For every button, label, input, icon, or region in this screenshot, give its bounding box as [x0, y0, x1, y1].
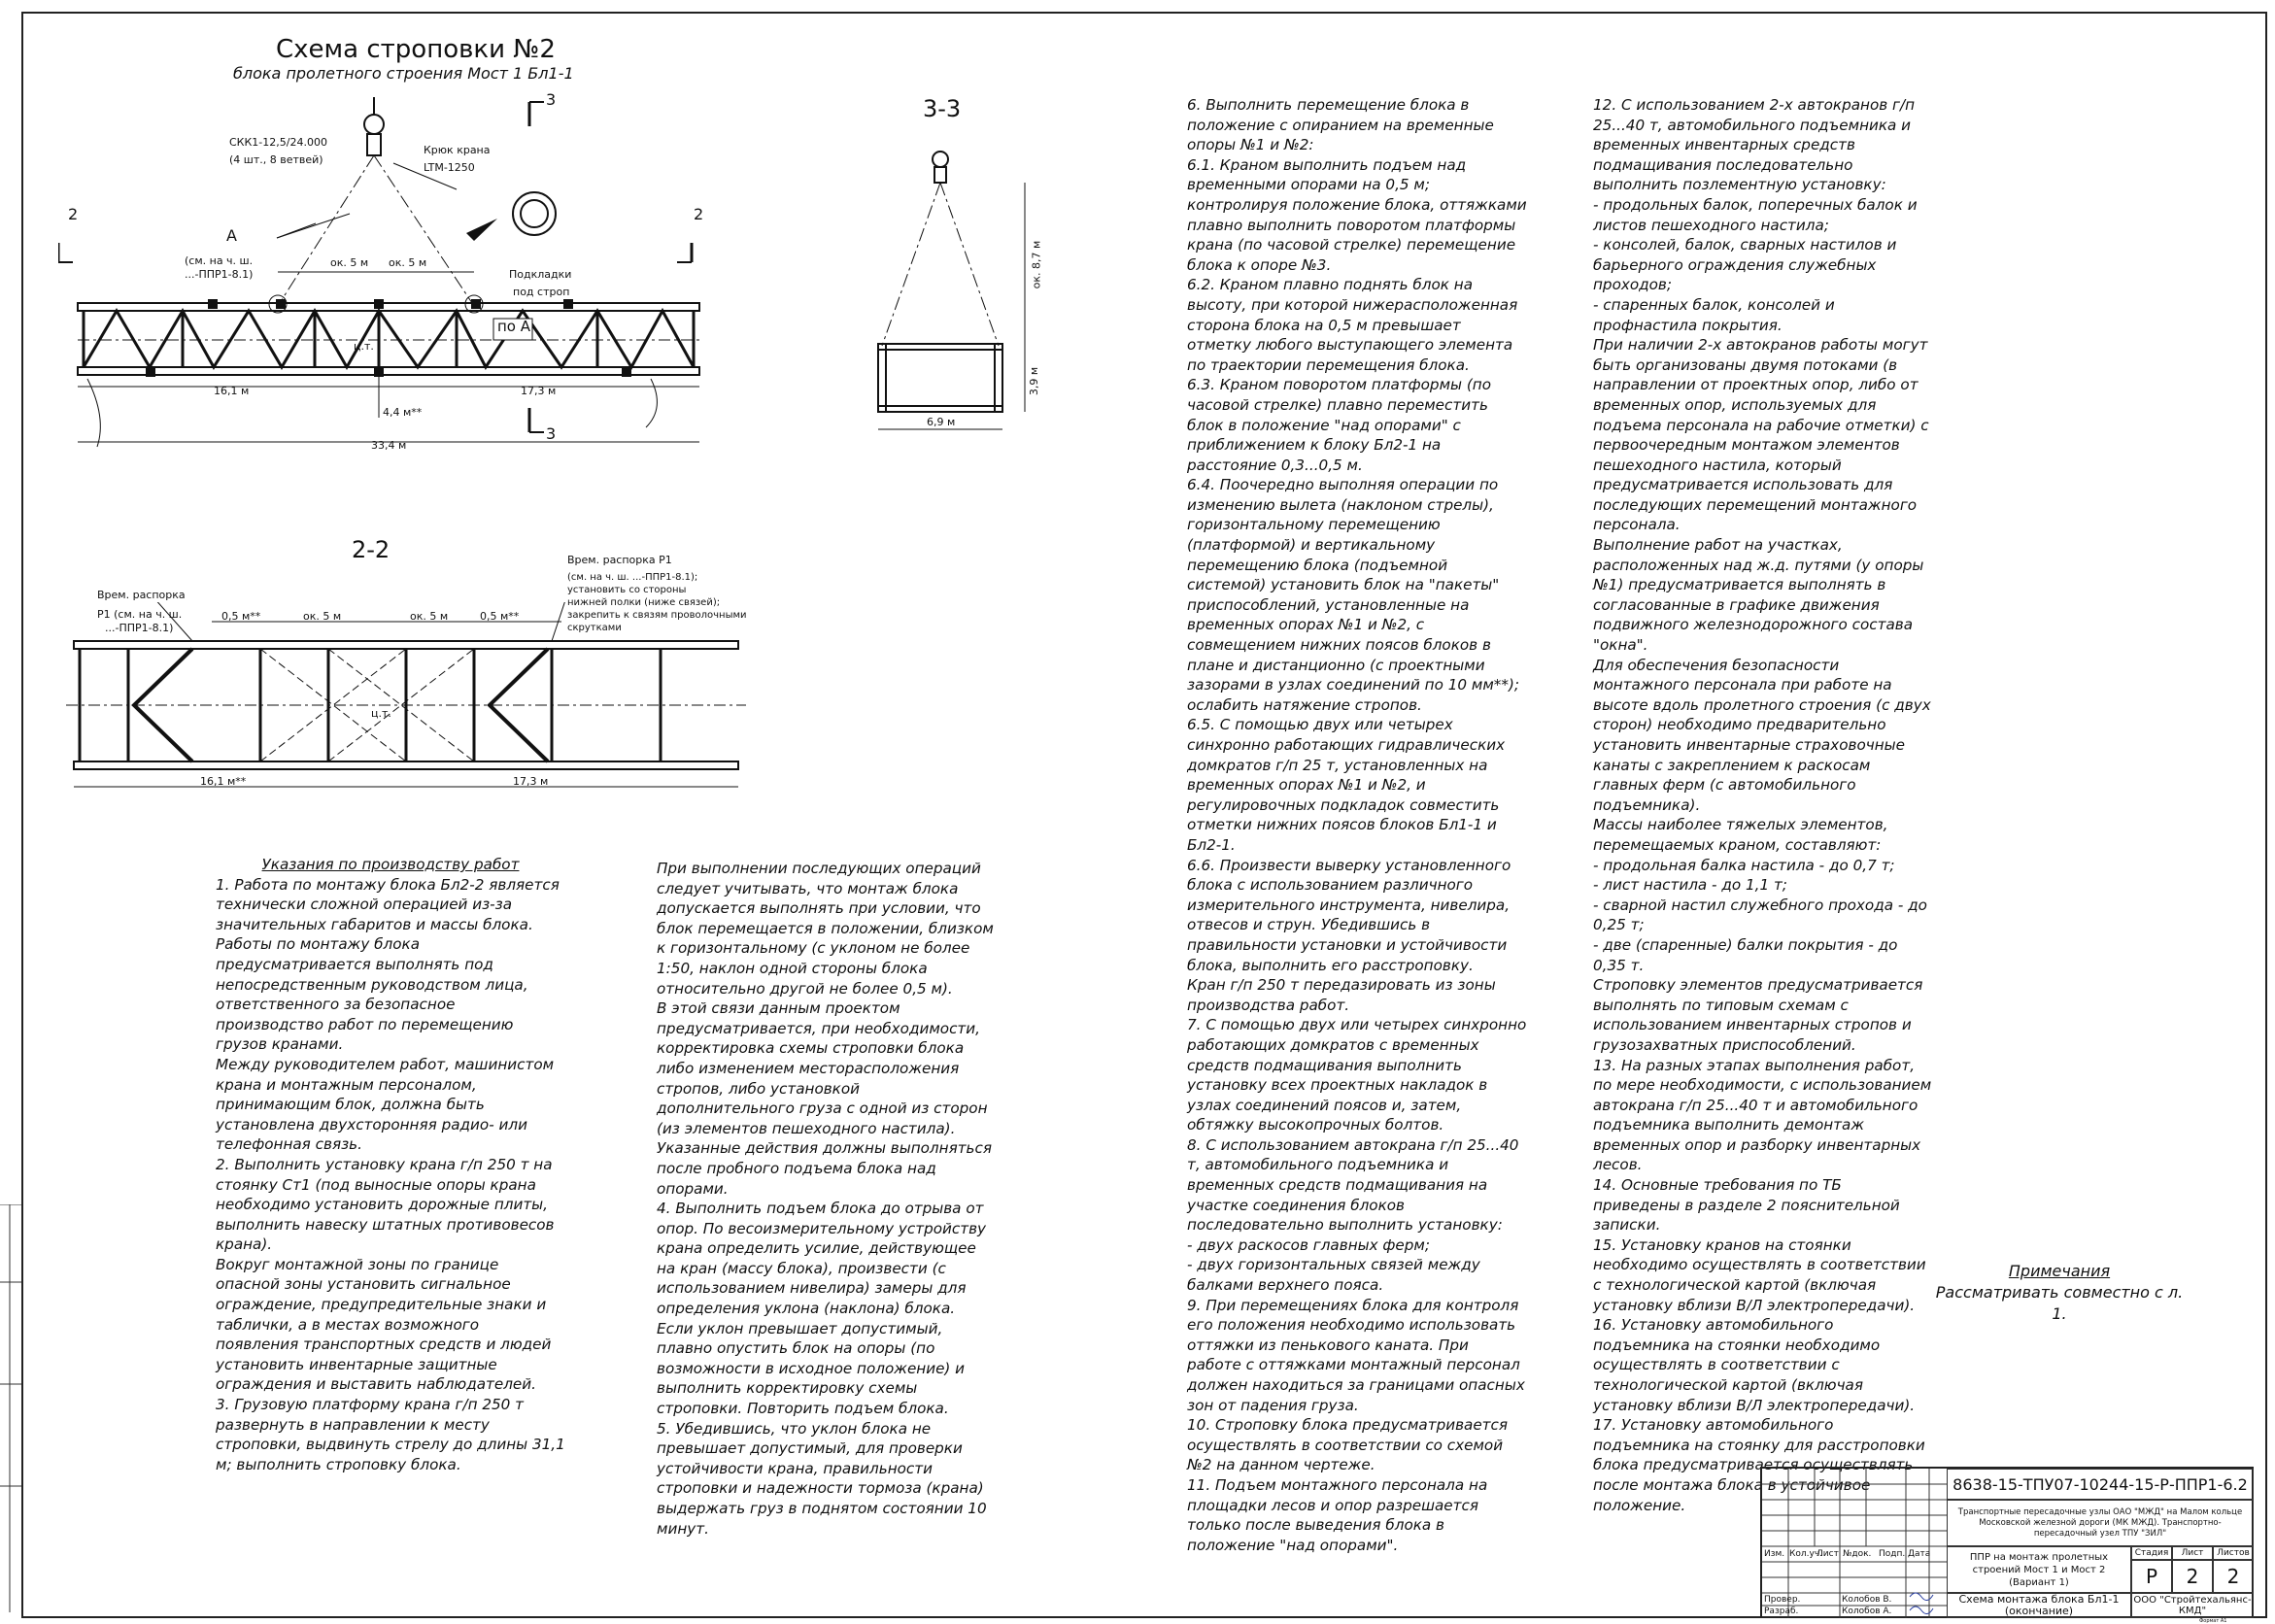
- stamp-stage: Р: [2131, 1560, 2172, 1593]
- hook-model-label: LTM-1250: [424, 161, 475, 174]
- plan-cm-label: ц.т.: [371, 707, 391, 720]
- dim-16-1: 16,1 м: [214, 385, 250, 397]
- instruction-paragraph: Строповку элементов предусматривается выполнять по типовым схемам с использованием инвентарных стропов и грузозахватных приспособлений.: [1593, 976, 1923, 1054]
- title-block: [1760, 1467, 2254, 1618]
- cut3-bottom: 3: [546, 424, 557, 443]
- instruction-paragraph: - лист настила - до 1,1 т;: [1593, 876, 1787, 895]
- instruction-paragraph: При наличии 2-х автокранов работы могут быть организованы двумя потоками (в направлении от проектных опор, либо от временных опор, используемых для подъема персонала на рабочие отметки) с первоочередным монтажом элементов пешеходного настила, который предусматривается использовать для последующих перемещений монтажного персонала.: [1593, 336, 1929, 534]
- cm-label: ц.т.: [354, 340, 374, 353]
- dim-17-3: 17,3 м: [521, 385, 557, 397]
- node-a-ref2-label: ...-ППР1-8.1): [185, 268, 254, 281]
- dim-33-4: 33,4 м: [371, 439, 407, 452]
- instructions-col-2: [657, 859, 997, 1539]
- temp-brace-r1-l2: (см. на ч. ш. ...-ППР1-8.1);: [567, 572, 698, 583]
- instruction-paragraph: - консолей, балок, сварных настилов и барьерного ограждения служебных проходов;: [1593, 236, 1897, 294]
- temp-brace-r1-l5: закрепить к связям проволочными: [567, 610, 747, 621]
- section-3-3-title: 3-3: [923, 95, 962, 122]
- node-a-label: А: [226, 226, 237, 245]
- instruction-paragraph: - спаренных балок, консолей и профнастила покрытия.: [1593, 295, 1835, 334]
- instruction-paragraph: Выполнение работ на участках, расположенных над ж.д. путями (у опоры №1) предусматривается выполнять в согласованные в графике движения подвижного железнодорожного состава "окна".: [1593, 536, 1924, 655]
- instruction-paragraph: - сварной настил служебного прохода - до 0,25 т;: [1593, 896, 1927, 934]
- instruction-paragraph: - две (спаренные) балки покрытия - до 0,35 т.: [1593, 935, 1898, 974]
- stamp-code: 8638-15-ТПУ07-10244-15-Р-ППР1-6.2: [1947, 1469, 2254, 1500]
- instruction-paragraph: 14. Основные требования по ТБ приведены в разделе 2 пояснительной записки.: [1593, 1176, 1900, 1235]
- stamp-h-list: Лист: [1817, 1549, 1839, 1559]
- stamp-sheet: 2: [2172, 1560, 2213, 1593]
- instruction-paragraph: Между руководителем работ, машинистом крана и монтажным персоналом, принимающим блок, должна быть установлена двухсторонняя радио- или телефонная связь.: [216, 1055, 555, 1154]
- instructions-col-4: [1593, 95, 1933, 1515]
- instruction-paragraph: 10. Строповку блока предусматривается осуществлять в соответствии со схемой №2 на данном чертеже.: [1187, 1416, 1509, 1474]
- binding-strip: [0, 1204, 21, 1612]
- instruction-paragraph: 6.2. Краном плавно поднять блок на высоту, при которой нижерасположенная сторона блока на 0,5 м превышает отметку любого выступающего элемента по траектории перемещения блока.: [1187, 276, 1518, 374]
- instruction-paragraph: 3. Грузовую платформу крана г/п 250 т развернуть в направлении к месту строповки, выдвинуть стрелу до длины 31,1 м; выполнить строповку блока.: [216, 1396, 565, 1473]
- instruction-paragraph: 11. Подъем монтажного персонала на площадки лесов и опор разрешается только после выведения блока в положение "над опорами".: [1187, 1475, 1488, 1554]
- dim-5m-b: ок. 5 м: [389, 256, 427, 269]
- instruction-paragraph: 7. С помощью двух или четырех синхронно работающих домкратов с временных средств подмащивания выполнить установку всех проектных накладок в узлах соединений поясов и, затем, обтяжку высокопрочных болтов.: [1187, 1016, 1527, 1134]
- instruction-paragraph: - двух раскосов главных ферм;: [1187, 1235, 1430, 1254]
- section-2-2-title: 2-2: [352, 536, 390, 563]
- cut3-top: 3: [546, 90, 557, 109]
- instruction-paragraph: 4. Выполнить подъем блока до отрыва от опор. По весоизмерительному устройству крана определить усилие, действующее на кран (массу блока), произвести (с использованием нивелира) замеры для определения уклона (наклона) блока.: [657, 1200, 987, 1318]
- notes-heading: Примечания: [2008, 1262, 2111, 1280]
- instruction-paragraph: 6.5. С помощью двух или четырех синхронно работающих гидравлических домкратов г/п 25 т, установленных на временных опорах №1 и №2, и регулировочных подкладок совместить отметки нижних поясов блоков Бл1-1 и Бл2-1.: [1187, 716, 1506, 854]
- instruction-paragraph: 5. Убедившись, что уклон блока не превышает допустимый, для проверки устойчивости крана, правильности строповки и надежности тормоза (крана) выдержать груз в поднятом состоянии 10 минут.: [657, 1419, 987, 1538]
- instruction-paragraph: Кран г/п 250 т передазировать из зоны производства работ.: [1187, 976, 1496, 1014]
- instruction-paragraph: 6.6. Произвести выверку установленного блока с использованием различного измерительного инструмента, нивелира, отвесов и струн. Убедившись в правильности установки и устойчивости блока, выполнить его расстроповку.: [1187, 856, 1511, 974]
- stamp-r1-name: Колобов В.: [1842, 1595, 1892, 1605]
- dim-6-9: 6,9 м: [927, 416, 956, 428]
- dim-5m-c: ок. 5 м: [303, 610, 342, 623]
- stamp-doc-title: ППР на монтаж пролетных строений Мост 1 и Мост 2 (Вариант 1): [1947, 1546, 2131, 1593]
- instructions-heading: Указания по производству работ: [261, 856, 520, 873]
- instruction-paragraph: 17. Установку автомобильного подъемника на стоянку для расстроповки блока предусматривается осуществлять после монтажа блока в устойчивое положение.: [1593, 1416, 1925, 1514]
- stamp-h-data: Дата: [1908, 1549, 1931, 1559]
- instruction-paragraph: 12. С использованием 2-х автокранов г/п 25...40 т, автомобильного подъемника и временных инвентарных средств подмащивания последовательно выполнить позлементную установку:: [1593, 96, 1916, 194]
- instructions-col-3: [1187, 95, 1527, 1555]
- instruction-paragraph: 6. Выполнить перемещение блока в положение с опиранием на временные опоры №1 и №2:: [1187, 96, 1494, 154]
- stamp-stage-h: Стадия: [2131, 1546, 2172, 1560]
- dim-0-5b: 0,5 м**: [480, 610, 520, 623]
- sling-qty-label: (4 шт., 8 ветвей): [229, 153, 323, 166]
- instructions-col-1: [216, 855, 565, 1474]
- instruction-paragraph: Если уклон превышает допустимый, плавно опустить блок на опоры (по возможности в исходное положение) и выполнить корректировку схемы строповки. Повторить подъем блока.: [657, 1319, 966, 1418]
- pads2-label: под строп: [513, 286, 570, 298]
- scheme-title: Схема строповки №2: [276, 35, 556, 64]
- format-label: Формат А1: [2199, 1618, 2227, 1624]
- cut2-right: 2: [694, 205, 704, 223]
- instruction-paragraph: - продольная балка настила - до 0,7 т;: [1593, 856, 1895, 874]
- temp-brace-r1-l3: установить со стороны: [567, 585, 687, 595]
- temp-brace-r1-label: Врем. распорка Р1: [567, 554, 672, 566]
- instruction-paragraph: Вокруг монтажной зоны по границе опасной зоны установить сигнальное ограждение, предупредительные знаки и таблички, а в местах возможного появления транспортных средств и людей установить инвентарные защитные ограждения и выставить наблюдателей.: [216, 1255, 552, 1394]
- stamp-project: Транспортные пересадочные узлы ОАО "МЖД" на Малом кольце Московской железной дороги (МК МЖД). Транспортно-пересадочный узел ТПУ "ЗИЛ": [1947, 1500, 2254, 1546]
- sling-label: СКК1-12,5/24.000: [229, 136, 327, 149]
- dim-5m-a: ок. 5 м: [330, 256, 369, 269]
- temp-brace-r1-l6: скрутками: [567, 623, 622, 633]
- dim-5m-d: ок. 5 м: [410, 610, 449, 623]
- notes-block: [1933, 1261, 2186, 1325]
- stamp-r2-name: Колобов А.: [1842, 1607, 1892, 1616]
- temp-brace-label: Врем. распорка: [97, 589, 186, 601]
- instruction-paragraph: 2. Выполнить установку крана г/п 250 т на стоянку Ст1 (под выносные опоры крана необходимо установить дорожные плиты, выполнить навеску штатных противовесов крана).: [216, 1155, 555, 1254]
- node-a-ref-label: (см. на ч. ш.: [185, 254, 254, 267]
- stamp-sheet-title: Схема монтажа блока Бл1-1 (окончание): [1947, 1593, 2131, 1618]
- instruction-paragraph: 15. Установку кранов на стоянки необходимо осуществлять в соответствии с технологической картой (включая установку вблизи В/Л электропередачи).: [1593, 1235, 1926, 1314]
- stamp-company: ООО "Стройтехальянс-КМД": [2131, 1593, 2254, 1618]
- stamp-r1-role: Провер.: [1764, 1595, 1801, 1605]
- po-a-label: по А: [497, 318, 531, 335]
- temp-brace3-label: ...-ППР1-8.1): [105, 622, 174, 634]
- stamp-h-kol: Кол.уч.: [1789, 1549, 1823, 1559]
- instruction-paragraph: 8. С использованием автокрана г/п 25...40 т, автомобильного подъемника и временных средств подмащивания на участке соединения блоков последовательно выполнить установку:: [1187, 1135, 1519, 1235]
- temp-brace2-label: Р1 (см. на ч. ш.: [97, 608, 183, 621]
- instruction-paragraph: Для обеспечения безопасности монтажного персонала при работе на высоте вдоль пролетного строения (с двух сторон) необходимо предварительно установить инвентарные страховочные канаты с закреплением к раскосам главных ферм (с автомобильного подъемника).: [1593, 656, 1931, 814]
- section-3-3-drawing: [855, 146, 1078, 437]
- cut2-left: 2: [68, 205, 79, 223]
- stamp-h-ndoc: №док.: [1843, 1549, 1872, 1559]
- instruction-paragraph: 6.1. Краном выполнить подъем над временными опорами на 0,5 м; контролируя положение блока, оттяжками плавно выполнить поворотом платформы крана (по часовой стрелке) перемещение блока к опоре №3.: [1187, 155, 1527, 274]
- dim-0-5a: 0,5 м**: [221, 610, 261, 623]
- instruction-paragraph: 6.4. Поочередно выполняя операции по изменению вылета (наклоном стрелы), горизонтальному перемещению (платформой) и вертикальному перемещению блока (подъемной системой) установить блок на "пакеты" приспособлений, установленные на временных опорах №1 и №2, с совмещением нижних поясов блоков в плане и дистанционно (с проектными зазорами в узлах соединений по 10 мм**); ослабить натяжение стропов.: [1187, 476, 1520, 714]
- scheme-subtitle: блока пролетного строения Мост 1 Бл1-1: [233, 64, 574, 83]
- dim-4-4: 4,4 м**: [383, 406, 423, 419]
- dim-16-1b: 16,1 м**: [200, 775, 247, 788]
- instruction-paragraph: Работы по монтажу блока предусматривается выполнять под непосредственным руководством лица, ответственного за безопасное производство работ по перемещению грузов кранами.: [216, 935, 528, 1054]
- stamp-r2-role: Разраб.: [1764, 1607, 1799, 1616]
- instruction-paragraph: 13. На разных этапах выполнения работ, по мере необходимости, с использованием автокрана г/п 25...40 т и автомобильного подъемника выполнить демонтаж временных опор и разборку инвентарных лесов.: [1593, 1056, 1932, 1174]
- instruction-paragraph: В этой связи данным проектом предусматривается, при необходимости, корректировка схемы строповки блока либо изменением месторасположения стропов, либо установкой дополнительного груза с одной из сторон (из элементов пешеходного настила). Указанные действия должны выполняться после пробного подъема блока над опорами.: [657, 999, 992, 1198]
- dim-17-3b: 17,3 м: [513, 775, 549, 788]
- dim-8-7: ок. 8,7 м: [1030, 240, 1043, 289]
- instruction-paragraph: - двух горизонтальных связей между балками верхнего пояса.: [1187, 1256, 1480, 1295]
- stamp-sheet-h: Лист: [2172, 1546, 2213, 1560]
- temp-brace-r1-l4: нижней полки (ниже связей);: [567, 597, 721, 608]
- hook-label: Крюк крана: [424, 144, 491, 156]
- notes-text: Рассматривать совместно с л. 1.: [1935, 1283, 2184, 1323]
- stamp-h-izm: Изм.: [1764, 1549, 1785, 1559]
- stamp-sheets: 2: [2213, 1560, 2254, 1593]
- instruction-paragraph: 16. Установку автомобильного подъемника на стоянки необходимо осуществлять в соответствии с технологической картой (включая установку вблизи В/Л электропередачи).: [1593, 1316, 1916, 1414]
- pads-label: Подкладки: [509, 268, 572, 281]
- stamp-sheets-h: Листов: [2213, 1546, 2254, 1560]
- dim-3-9: 3,9 м: [1028, 366, 1041, 396]
- instruction-paragraph: 9. При перемещениях блока для контроля его положения необходимо использовать оттяжки из пенькового каната. При работе с оттяжками монтажный персонал должен находиться за границами опасных зон от падения груза.: [1187, 1296, 1525, 1414]
- instruction-paragraph: Массы наиболее тяжелых элементов, перемещаемых краном, составляют:: [1593, 816, 1888, 854]
- instruction-paragraph: 6.3. Краном поворотом платформы (по часовой стрелке) плавно переместить блок в положение "над опорами" с приближением к блоку Бл2-1 на расстояние 0,3...0,5 м.: [1187, 376, 1491, 474]
- instruction-paragraph: 1. Работа по монтажу блока Бл2-2 является технически сложной операцией из-за значительных габаритов и массы блока.: [216, 875, 560, 933]
- instruction-paragraph: - продольных балок, поперечных балок и листов пешеходного настила;: [1593, 195, 1918, 234]
- instruction-paragraph: При выполнении последующих операций следует учитывать, что монтаж блока допускается выполнять при условии, что блок перемещается в положении, близком к горизонтальному (с уклоном не более 1:50, наклон одной стороны блока относительно другой не более 0,5 м).: [657, 860, 994, 998]
- stamp-h-podp: Подп.: [1879, 1549, 1906, 1559]
